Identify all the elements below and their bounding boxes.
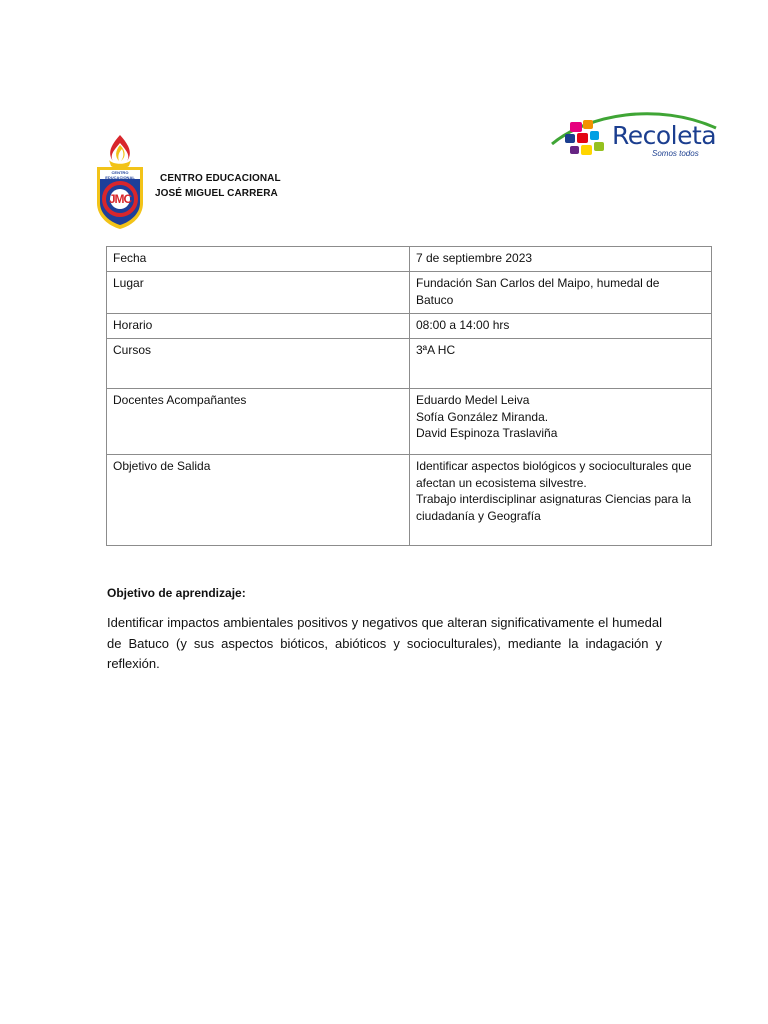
table-value-cell: [410, 247, 712, 272]
table-value-cell: [410, 455, 712, 546]
table-value-line: Fundación San Carlos del Maipo, humedal de: [416, 276, 660, 290]
learning-objective-text: Identificar impactos ambientales positivos y negativos que alteran significativamente el humedal de Batuco (y sus aspectos bióticos, abióticos y socioculturales), mediante la indagación y reflexión.: [107, 615, 662, 671]
school-name-line1: CENTRO EDUCACIONAL: [160, 173, 281, 184]
table-value-line: Sofía González Miranda.: [416, 409, 549, 424]
table-key-cell: Objetivo de Salida: [107, 455, 410, 546]
school-name-line2: JOSÉ MIGUEL CARRERA: [155, 188, 278, 199]
table-value-cell: [410, 272, 712, 314]
outing-info-table: [106, 246, 712, 546]
table-value-cell: [410, 314, 712, 339]
table-value-line: Batuco: [416, 292, 454, 307]
table-value-line: 3ªA HC: [416, 343, 456, 357]
table-key-cell: Cursos: [107, 339, 410, 389]
table-value-line: Identificar aspectos biológicos y socioculturales que: [416, 459, 692, 473]
table-row: [107, 314, 712, 339]
school-crest-logo: [93, 133, 147, 231]
table-key-cell: Fecha: [107, 247, 410, 272]
school-crest-text: CENTRO EDUCACIONAL: [105, 170, 135, 180]
table-key-cell: Docentes Acompañantes: [107, 389, 410, 455]
table-value-cell: [410, 339, 712, 389]
table-value-line: ciudadanía y Geografía: [416, 508, 541, 523]
recoleta-logo-name: Recoleta: [612, 121, 717, 150]
table-value-line: 7 de septiembre 2023: [416, 251, 533, 265]
learning-objective-heading: Objetivo de aprendizaje:: [107, 586, 246, 600]
table-value-line: Eduardo Medel Leiva: [416, 393, 530, 407]
table-row: [107, 247, 712, 272]
school-name: [155, 171, 281, 201]
table-row: [107, 389, 712, 455]
table-value-line: David Espinoza Traslaviña: [416, 426, 558, 440]
table-row: [107, 455, 712, 546]
table-key-cell: Lugar: [107, 272, 410, 314]
recoleta-logo-tagline: Somos todos: [652, 149, 699, 158]
table-value-line: Trabajo interdisciplinar asignaturas Ciencias para la: [416, 492, 692, 506]
table-key-cell: Horario: [107, 314, 410, 339]
table-value-cell: [410, 389, 712, 455]
table-row: [107, 272, 712, 314]
table-value-line: afectan un ecosistema silvestre.: [416, 475, 587, 490]
school-crest-initials: JMC: [108, 192, 132, 206]
table-value-line: 08:00 a 14:00 hrs: [416, 318, 510, 332]
table-row: [107, 339, 712, 389]
